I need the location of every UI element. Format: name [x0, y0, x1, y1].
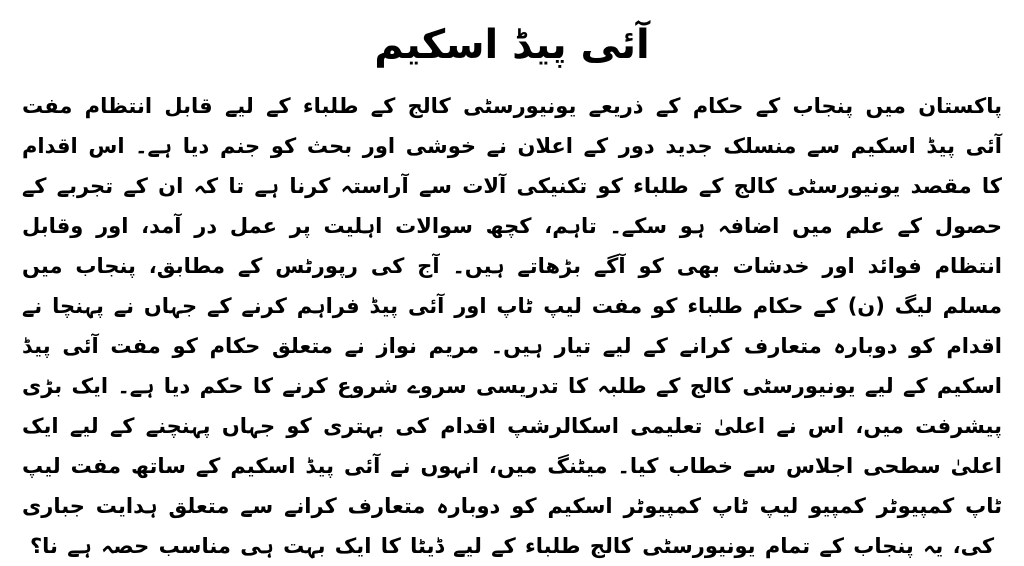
- page-title: آئی پیڈ اسکیم: [374, 22, 650, 68]
- document-body: [22, 86, 1002, 566]
- body-paragraph: پاکستان میں پنجاب کے حکام کے ذریعے یونیورسٹی کالج کے طلباء کے لیے قابل انتظام مفت آئی پیڈ اسکیم سے منسلک جدید دور کے اعلان نے خوشی اور بحث کو جنم دیا ہے۔ اس اقدام کا مقصد یونیورسٹی کالج کے طلباء کو تکنیکی آلات سے آراستہ کرنا ہے تا کہ ان کے تجربے کے حصول کے علم میں اضافہ ہو سکے۔ تاہم، کچھ سوالات اہلیت پر عمل در آمد، اور وقابل انتظام فوائد اور خدشات بھی کو آگے بڑھاتے ہیں۔ آج کی رپورٹس کے مطابق، پنجاب میں مسلم لیگ (ن) کے حکام طلباء کو مفت لیپ ٹاپ اور آئی پیڈ فراہم کرنے کے جہاں نے پہنچا نے اقدام کو دوبارہ متعارف کرانے کے لیے تیار ہیں۔ مریم نواز نے متعلق حکام کو مفت آئی پیڈ اسکیم کے لیے یونیورسٹی کالج کے طلبہ کا تدریسی سروے شروع کرنے کا حکم دیا ہے۔ ایک بڑی پیشرفت میں، اس نے اعلیٰ تعلیمی اسکالرشپ اقدام کی بہتری کو جہاں پہنچنے کے لیے ایک اعلیٰ سطحی اجلاس سے خطاب کیا۔ میٹنگ میں، انہوں نے آئی پیڈ اسکیم کے ساتھ مفت لیپ ٹاپ کمپیوٹر کمپیو لیپ ٹاپ کمپیوٹر اسکیم کو دوبارہ متعارف کرانے سے متعلق ہدایت جباری کی، یہ پنجاب کے تمام یونیورسٹی کالج طلباء کے لیے ڈیٹا کا ایک بہت ہی مناسب حصہ ہے نا؟: [22, 94, 1002, 558]
